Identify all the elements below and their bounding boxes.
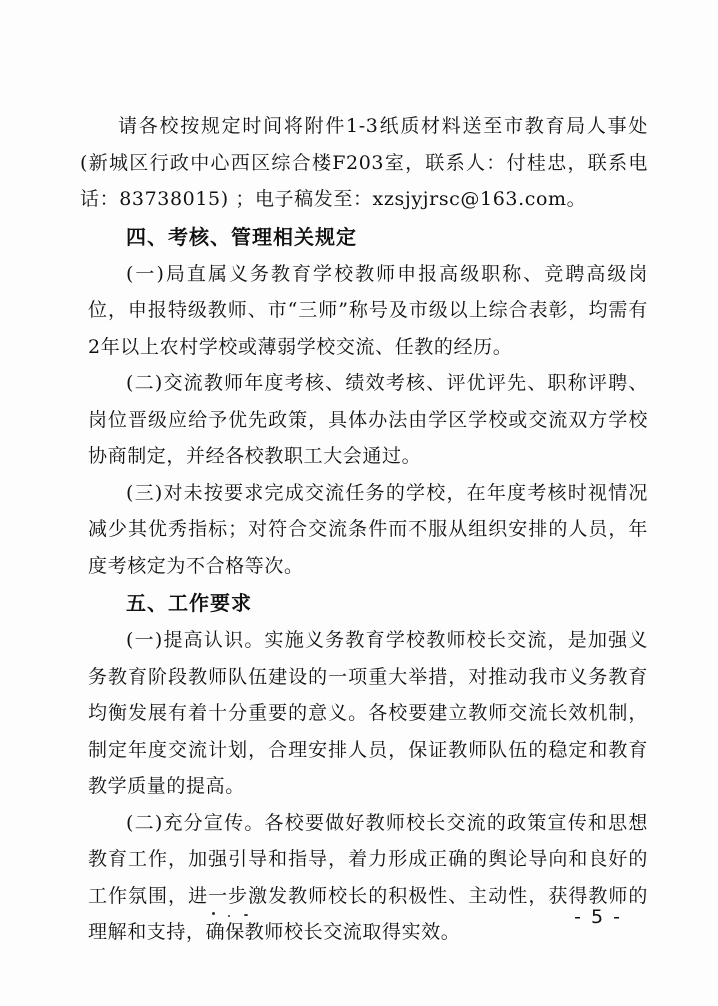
section-4-paragraph-1: (一)局直属义务教育学校教师申报高级职称、竞聘高级岗位，申报特级教师、市“三师”称号及市级以上综合表彰，均需有2年以上农村学校或薄弱学校交流、任教的经历。 bbox=[88, 262, 648, 358]
section-4-paragraph-3: (三)对未按要求完成交流任务的学校，在年度考核时视情况减少其优秀指标；对符合交流条件而不服从组织安排的人员，年度考核定为不合格等次。 bbox=[88, 481, 648, 577]
intro-paragraph: 请各校按规定时间将附件1-3纸质材料送至市教育局人事处(新城区行政中心西区综合楼F203室，联系人：付桂忠，联系电话：83738015) ；电子稿发至：xzsjyjrsc@163.com。 bbox=[80, 115, 648, 210]
section-4-heading: 四、考核、管理相关规定 bbox=[126, 224, 357, 249]
page-number: - 5 - bbox=[574, 906, 622, 928]
section-4-paragraph-2: (二)交流教师年度考核、绩效考核、评优评先、职称评聘、岗位晋级应给予优先政策，具体办法由学区学校或交流双方学校协商制定，并经各校教职工大会通过。 bbox=[88, 372, 648, 467]
scan-speck bbox=[212, 912, 215, 915]
section-5-heading: 五、工作要求 bbox=[126, 591, 252, 615]
scan-speck bbox=[228, 915, 230, 917]
section-5-paragraph-2: (二)充分宣传。各校要做好教师校长交流的政策宣传和思想教育工作，加强引导和指导，着力形成正确的舆论导向和良好的工作氛围，进一步激发教师校长的积极性、主动性，获得教师的理解和支持，确保教师校长交流取得实效。 bbox=[88, 811, 648, 943]
section-5-paragraph-1: (一)提高认识。实施义务教育学校教师校长交流，是加强义务教育阶段教师队伍建设的一项重大举措，对推动我市义务教育均衡发展有着十分重要的意义。各校要建立教师交流长效机制，制定年度交流计划，合理安排人员，保证教师队伍的稳定和教育教学质量的提高。 bbox=[88, 629, 648, 797]
document-body bbox=[80, 108, 648, 951]
scan-speck bbox=[244, 914, 248, 916]
